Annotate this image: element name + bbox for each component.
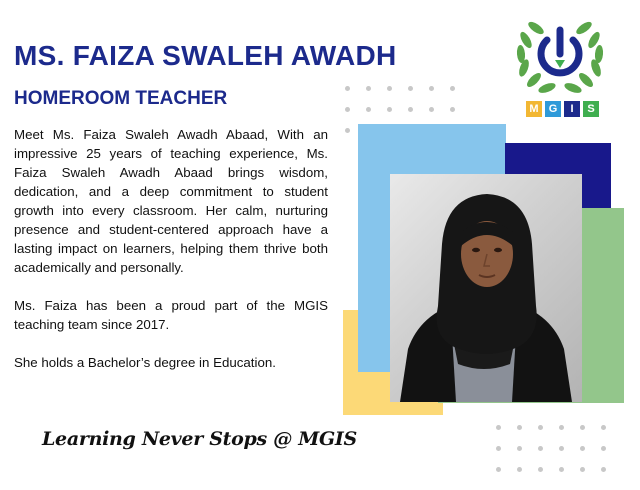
logo-letter-s: S bbox=[583, 101, 599, 117]
bio-text bbox=[14, 125, 328, 391]
decor-dot bbox=[496, 467, 501, 472]
decor-dot bbox=[408, 86, 413, 91]
decor-dot bbox=[601, 425, 606, 430]
decor-dot bbox=[450, 86, 455, 91]
bio-paragraph: Meet Ms. Faiza Swaleh Awadh Abaad, With an impressive 25 years of teaching experience, Ms. Faiza Swaleh Awadh Abaad brings wisdom, dedication, and a deep commitment to student growth into every classroom. Her calm, nurturing presence and student-centered approach have a lasting impact on learners, helping them thrive both academically and personally. bbox=[14, 127, 328, 275]
decor-dot bbox=[496, 425, 501, 430]
decor-dot bbox=[366, 86, 371, 91]
teacher-portrait-icon bbox=[390, 174, 582, 402]
decor-dot bbox=[429, 107, 434, 112]
logo-letter-m: M bbox=[526, 101, 542, 117]
decor-dot bbox=[601, 467, 606, 472]
bio-paragraph: She holds a Bachelor’s degree in Education. bbox=[14, 355, 276, 370]
decor-dot bbox=[517, 425, 522, 430]
decor-dot bbox=[345, 128, 350, 133]
logo-letter-g: G bbox=[545, 101, 561, 117]
decor-dot bbox=[387, 107, 392, 112]
bio-paragraph: Ms. Faiza has been a proud part of the MGIS teaching team since 2017. bbox=[14, 298, 328, 332]
decor-dot bbox=[580, 467, 585, 472]
decor-dot bbox=[538, 425, 543, 430]
decor-dot bbox=[580, 425, 585, 430]
decor-dot bbox=[538, 467, 543, 472]
decor-dot bbox=[517, 446, 522, 451]
tagline: Learning Never Stops @ MGIS bbox=[42, 428, 357, 450]
decor-dot bbox=[408, 107, 413, 112]
decor-dot bbox=[366, 107, 371, 112]
decor-dot bbox=[601, 446, 606, 451]
decor-dot bbox=[496, 446, 501, 451]
decor-dot bbox=[559, 446, 564, 451]
decor-dot bbox=[345, 107, 350, 112]
decor-dot bbox=[580, 446, 585, 451]
decor-dot bbox=[387, 86, 392, 91]
decor-dot bbox=[517, 467, 522, 472]
teacher-photo bbox=[390, 174, 582, 402]
school-logo-letters bbox=[526, 101, 599, 117]
decor-dot bbox=[450, 107, 455, 112]
teacher-role: HOMEROOM TEACHER bbox=[14, 88, 228, 109]
decor-dot bbox=[559, 425, 564, 430]
logo-letter-i: I bbox=[564, 101, 580, 117]
decor-dot bbox=[429, 86, 434, 91]
decor-dot bbox=[559, 467, 564, 472]
decor-dot bbox=[538, 446, 543, 451]
power-button-laurel-icon bbox=[512, 10, 608, 102]
decor-dot bbox=[345, 86, 350, 91]
teacher-name: MS. FAIZA SWALEH AWADH bbox=[14, 40, 397, 71]
